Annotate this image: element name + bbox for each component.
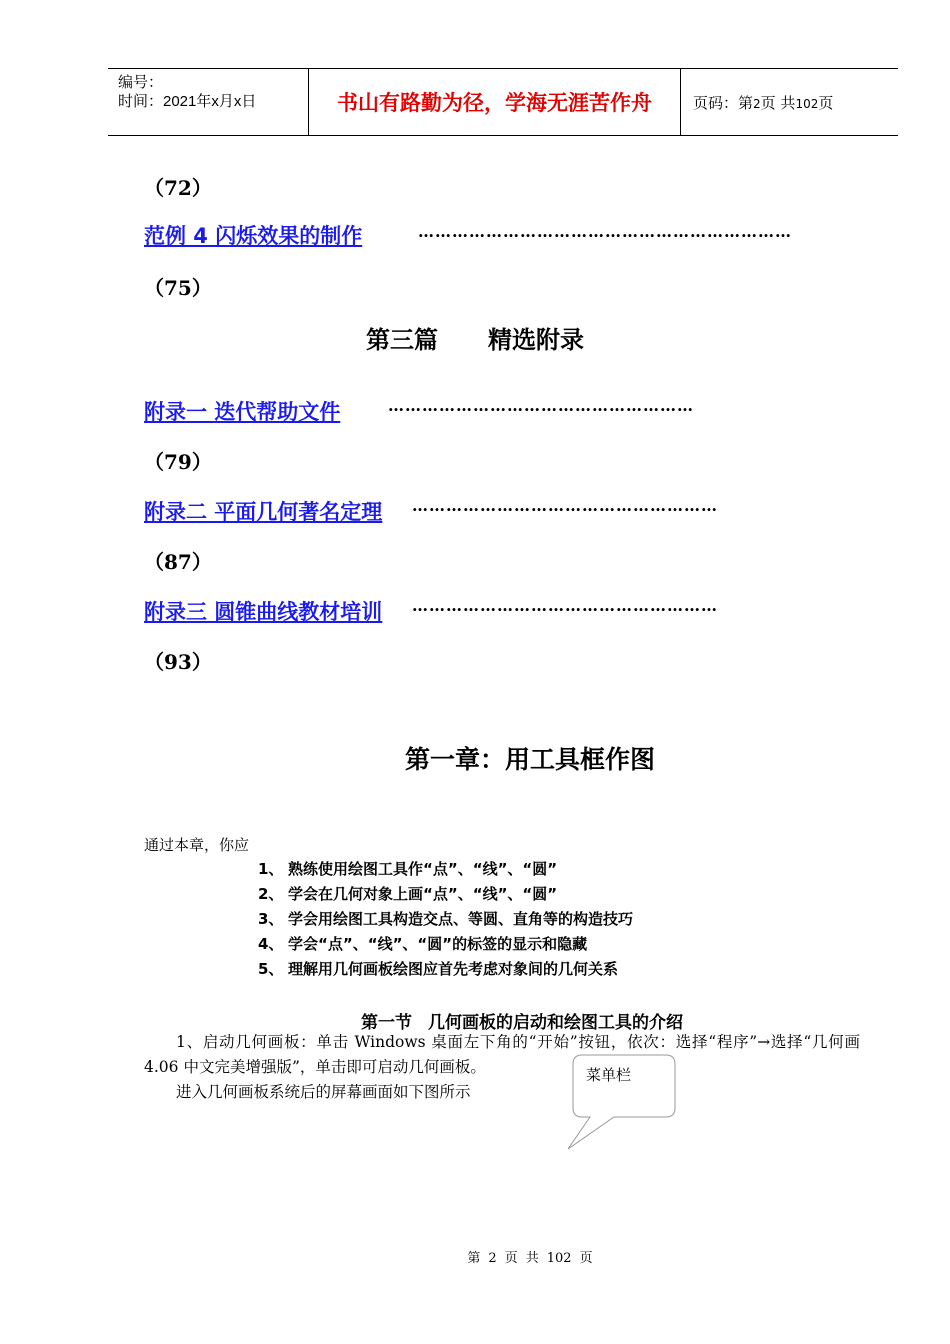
callout-label-menubar: 菜单栏 — [586, 1066, 632, 1084]
header-page-cell — [681, 69, 898, 135]
part-name: 精选附录 — [488, 326, 584, 354]
objective-number: 1、 — [258, 860, 284, 878]
objective-number: 4、 — [258, 935, 284, 953]
footer-prefix: 第 — [467, 1251, 481, 1266]
chapter-title: 第一章：用工具框作图 — [404, 745, 655, 774]
part-number: 第三篇 — [366, 326, 438, 354]
objective-number: 3、 — [258, 910, 284, 928]
toc-dots-appendix2: ……………………………………………… — [412, 496, 718, 515]
chapter-intro: 通过本章，你应 — [144, 836, 250, 854]
section-label: 第一节 — [361, 1013, 412, 1033]
paragraph-start-app: 1、启动几何画板：单击 Windows 桌面左下角的“开始”按钮，依次：选择“程序”→选择“几何画 4.06 中文完美增强版”，单击即可启动几何画板。 — [144, 1033, 860, 1076]
footer-total: 102 — [546, 1251, 572, 1266]
objective-text: 学会用绘图工具构造交点、等圆、直角等的构造技巧 — [288, 910, 634, 928]
footer-page-suffix: 页 — [504, 1251, 518, 1266]
objective-text: 学会“点”、“线”、“圆”的标签的显示和隐藏 — [288, 935, 588, 953]
objective-number: 2、 — [258, 885, 284, 903]
header-left-cell — [108, 69, 308, 135]
objective-item — [258, 883, 557, 904]
page-total: 102 — [795, 96, 819, 111]
objective-text: 熟练使用绘图工具作“点”、“线”、“圆” — [288, 860, 558, 878]
toc-page-72: （72） — [144, 176, 212, 200]
header-motto-cell — [308, 69, 681, 135]
toc-page-79: （79） — [144, 450, 212, 474]
objective-item — [258, 908, 633, 929]
header-motto: 书山有路勤为径，学海无涯苦作舟 — [337, 91, 652, 115]
page-header — [108, 68, 898, 136]
page-current: 2 — [753, 96, 761, 111]
doc-time-label: 时间：2021年x月x日 — [118, 93, 257, 110]
toc-dots-appendix3: ……………………………………………… — [412, 596, 718, 615]
toc-dots-appendix1: ……………………………………………… — [388, 396, 694, 415]
objective-item — [258, 958, 618, 979]
objective-text: 学会在几何对象上画“点”、“线”、“圆” — [288, 885, 558, 903]
page-mid: 页 共 — [760, 93, 796, 112]
toc-link-appendix2[interactable]: 附录二 平面几何著名定理 — [144, 500, 383, 524]
objective-text: 理解用几何画板绘图应首先考虑对象间的几何关系 — [288, 960, 619, 978]
toc-link-appendix3[interactable]: 附录三 圆锥曲线教材培训 — [144, 600, 383, 624]
part-title — [0, 320, 950, 355]
toc-link-fanli4[interactable]: 范例 4 闪烁效果的制作 — [144, 224, 363, 248]
page-prefix: 页码：第 — [693, 93, 754, 112]
header-page-number — [693, 92, 833, 113]
toc-dots-fanli4: ………………………………………………………… — [418, 222, 792, 241]
objective-item — [258, 858, 557, 879]
objective-item — [258, 933, 587, 954]
toc-page-93: （93） — [144, 650, 212, 674]
objective-number: 5、 — [258, 960, 284, 978]
toc-page-87: （87） — [144, 550, 212, 574]
toc-link-appendix1[interactable]: 附录一 迭代帮助文件 — [144, 400, 341, 424]
paragraph-screen-intro: 进入几何画板系统后的屏幕画面如下图所示 — [176, 1083, 471, 1101]
footer-total-suffix: 页 — [579, 1251, 593, 1266]
footer-total-prefix: 共 — [525, 1251, 539, 1266]
footer-page: 2 — [488, 1251, 497, 1266]
doc-number-label: 编号： — [118, 74, 164, 91]
section-title: 几何画板的启动和绘图工具的介绍 — [428, 1013, 683, 1033]
page-footer — [0, 1247, 950, 1266]
page-suffix: 页 — [818, 93, 834, 112]
toc-page-75: （75） — [144, 276, 212, 300]
